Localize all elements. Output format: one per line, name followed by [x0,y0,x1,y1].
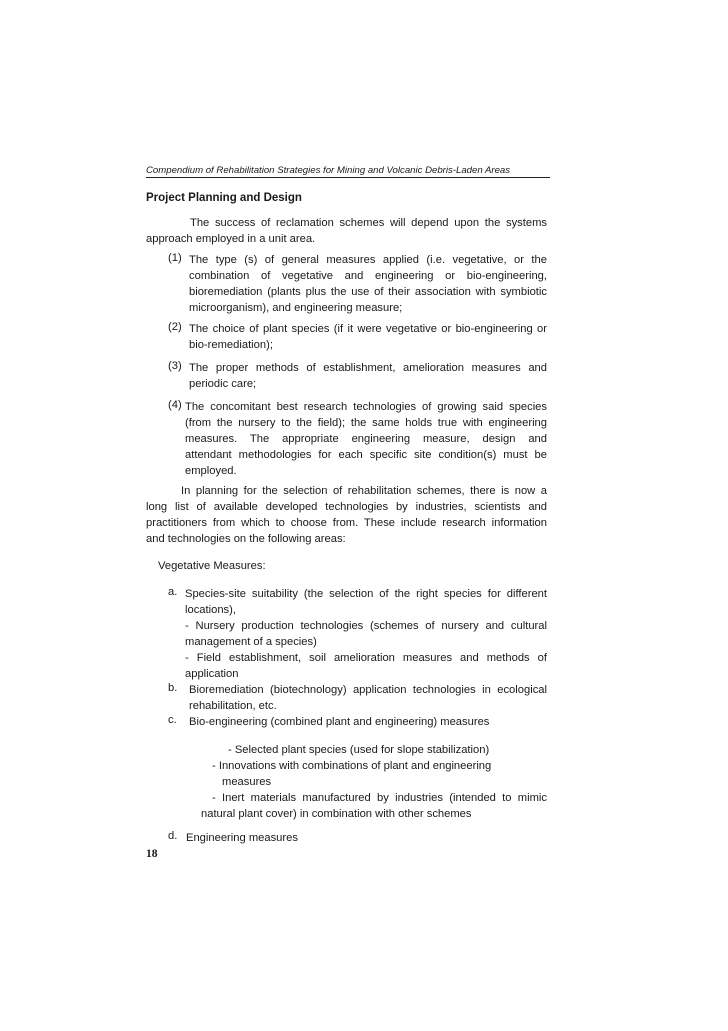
c-sub-line: - Selected plant species (used for slope stabilization) [228,744,490,756]
list-a-line: management of a species) [185,636,317,648]
c-sub-line: - Inert materials manufactured by industries (intended to mimic [212,792,547,804]
c-sub-line: natural plant cover) in combination with other schemes [201,808,472,820]
list-item-1-line: The type (s) of general measures applied (i.e. vegetative, or the [189,254,547,266]
list-item-1-line: combination of vegetative and engineering or bio-engineering, [189,270,547,282]
list-b-line: Bioremediation (biotechnology) application technologies in ecological [189,684,547,696]
list-number: (2) [168,321,182,333]
list-item-3-line: The proper methods of establishment, amelioration measures and [189,362,547,374]
c-sub-line: - Innovations with combinations of plant and engineering [212,760,492,772]
list-b-line: rehabilitation, etc. [189,700,277,712]
page-number: 18 [146,848,158,860]
list-item-1-line: microorganism), and engineering measure; [189,302,403,314]
letter-label: c. [168,714,177,726]
vegetative-heading: Vegetative Measures: [158,560,266,572]
list-c-line: Bio-engineering (combined plant and engineering) measures [189,716,490,728]
running-header: Compendium of Rehabilitation Strategies for Mining and Volcanic Debris-Laden Areas [146,165,550,178]
list-item-4-line: attendant methodologies for each specific site condition(s) must be [185,449,547,461]
list-item-2-line: bio-remediation); [189,339,273,351]
list-item-4-line: employed. [185,465,237,477]
letter-label: a. [168,586,178,598]
para2-line: and technologies on the following areas: [146,533,346,545]
list-item-4-line: (from the nursery to the field); the same holds true with engineering [185,417,547,429]
list-item-4-line: measures. The appropriate engineering measure, design and [185,433,547,445]
list-a-line: - Field establishment, soil amelioration measures and methods of [185,652,547,664]
para2-line: practitioners from which to choose from. These include research information [146,517,547,529]
list-item-4-line: The concomitant best research technologies of growing said species [185,401,547,413]
c-sub-line: measures [222,776,272,788]
list-a-line: locations), [185,604,236,616]
intro-line-1: The success of reclamation schemes will depend upon the systems [190,217,547,229]
list-a-line: Species-site suitability (the selection of the right species for different [185,588,547,600]
intro-line-2: approach employed in a unit area. [146,233,316,245]
list-number: (3) [168,360,182,372]
list-a-line: - Nursery production technologies (schemes of nursery and cultural [185,620,547,632]
letter-label: b. [168,682,178,694]
list-number: (4) [168,399,182,411]
para2-line: In planning for the selection of rehabilitation schemes, there is now a [181,485,547,497]
list-a-line: application [185,668,239,680]
list-d-line: Engineering measures [186,832,298,844]
list-item-3-line: periodic care; [189,378,257,390]
list-item-2-line: The choice of plant species (if it were vegetative or bio-engineering or [189,323,547,335]
para2-line: long list of available developed technologies by industries, scientists and [146,501,547,513]
list-item-1-line: bioremediation (plants plus the use of their association with symbiotic [189,286,547,298]
letter-label: d. [168,830,178,842]
list-number: (1) [168,252,182,264]
section-heading: Project Planning and Design [146,192,302,204]
